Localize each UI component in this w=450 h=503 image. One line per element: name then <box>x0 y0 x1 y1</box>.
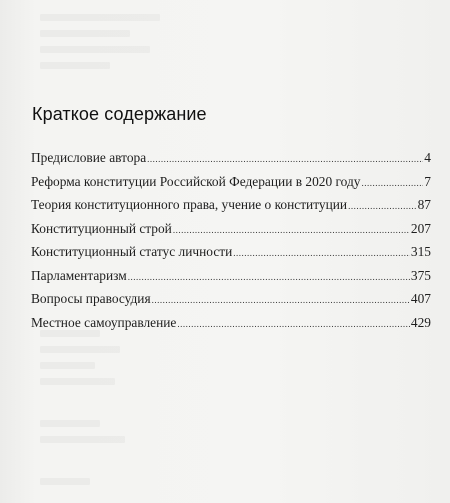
toc-entry-page: 207 <box>410 220 431 236</box>
toc-entry[interactable] <box>31 242 431 266</box>
toc-entry-page: 315 <box>410 244 431 259</box>
toc-entry-page: 4 <box>424 150 431 165</box>
toc-entry-title: Теория конституционного права, учение о конституции <box>31 197 348 212</box>
dot-leader <box>173 220 410 240</box>
toc-entry-title: Парламентаризм <box>31 267 127 283</box>
show-through-line <box>40 14 160 21</box>
show-through-line <box>40 436 125 443</box>
dot-leader <box>348 196 417 216</box>
show-through-line <box>40 362 95 369</box>
show-through-line <box>40 62 110 69</box>
show-through-line <box>40 378 115 385</box>
toc-entry[interactable] <box>31 289 431 313</box>
toc-entry-title: Местное самоуправление <box>31 314 177 330</box>
dot-leader <box>152 290 410 310</box>
show-through-line <box>40 346 120 353</box>
toc-entry-page: 87 <box>417 197 431 212</box>
dot-leader <box>361 173 423 193</box>
toc-entry-title: Конституционный статус личности <box>31 244 233 259</box>
toc-list <box>31 148 431 336</box>
show-through-line <box>40 478 90 485</box>
dot-leader <box>147 149 423 169</box>
toc-entry[interactable] <box>31 195 431 219</box>
toc-entry-title: Конституционный строй <box>31 220 172 236</box>
toc-entry-title: Вопросы правосудия <box>31 291 151 306</box>
toc-entry-page: 429 <box>410 314 431 330</box>
toc-entry-page: 7 <box>424 173 431 189</box>
toc-entry[interactable] <box>31 172 431 196</box>
toc-entry-page: 375 <box>410 267 431 283</box>
toc-entry-page: 407 <box>410 291 431 306</box>
toc-entry-title: Предисловие автора <box>31 150 147 165</box>
toc-entry[interactable] <box>31 148 431 172</box>
show-through-line <box>40 46 150 53</box>
show-through-line <box>40 420 100 427</box>
toc-heading: Краткое содержание <box>32 104 207 124</box>
dot-leader <box>128 267 410 287</box>
dot-leader <box>233 243 410 263</box>
show-through-line <box>40 30 130 37</box>
toc-entry[interactable] <box>31 219 431 243</box>
toc-entry[interactable] <box>31 313 431 337</box>
toc-entry[interactable] <box>31 266 431 290</box>
dot-leader <box>177 314 410 334</box>
toc-entry-title: Реформа конституции Российской Федерации в 2020 году <box>31 173 361 189</box>
